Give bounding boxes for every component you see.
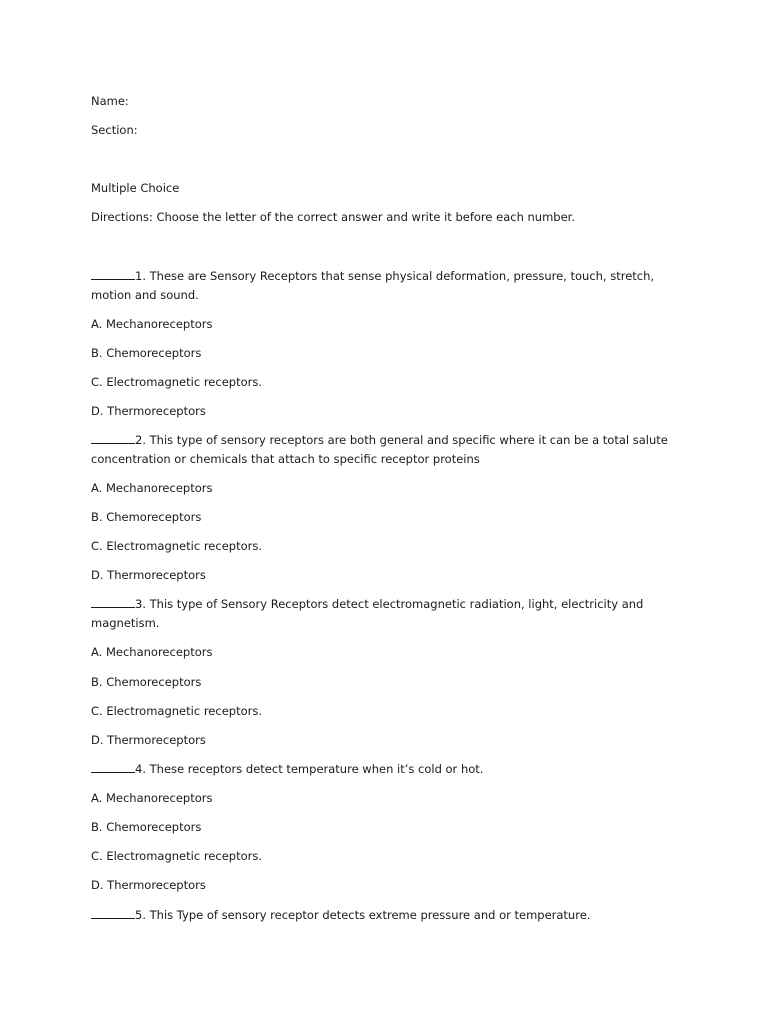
- question-3-stem: [91, 595, 681, 614]
- question-3-option-b: B. Chemoreceptors: [91, 675, 202, 689]
- question-2-stem-cont: concentration or chemicals that attach to specific receptor proteins: [91, 452, 480, 466]
- answer-blank[interactable]: [91, 267, 135, 280]
- section-label: Section:: [91, 123, 138, 137]
- question-3-option-a: A. Mechanoreceptors: [91, 645, 213, 659]
- question-1-option-b: B. Chemoreceptors: [91, 346, 202, 360]
- question-4-option-a: A. Mechanoreceptors: [91, 791, 213, 805]
- answer-blank[interactable]: [91, 431, 135, 444]
- question-4-option-c: C. Electromagnetic receptors.: [91, 849, 262, 863]
- question-1-stem-cont: motion and sound.: [91, 288, 199, 302]
- answer-blank[interactable]: [91, 760, 135, 773]
- quiz-heading: Multiple Choice: [91, 181, 180, 195]
- question-2-option-d: D. Thermoreceptors: [91, 568, 206, 582]
- question-1-stem: [91, 267, 681, 286]
- question-3-option-d: D. Thermoreceptors: [91, 733, 206, 747]
- question-4-text: 4. These receptors detect temperature when it’s cold or hot.: [135, 762, 484, 776]
- question-1-option-a: A. Mechanoreceptors: [91, 317, 213, 331]
- question-3-stem-cont: magnetism.: [91, 616, 160, 630]
- question-5-stem: [91, 906, 681, 925]
- question-1-text: 1. These are Sensory Receptors that sense physical deformation, pressure, touch, stretch,: [135, 269, 655, 283]
- answer-blank[interactable]: [91, 906, 135, 919]
- name-label: Name:: [91, 94, 129, 108]
- question-3-option-c: C. Electromagnetic receptors.: [91, 704, 262, 718]
- question-2-option-c: C. Electromagnetic receptors.: [91, 539, 262, 553]
- question-4-option-b: B. Chemoreceptors: [91, 820, 202, 834]
- question-4-option-d: D. Thermoreceptors: [91, 878, 206, 892]
- question-2-text: 2. This type of sensory receptors are both general and specific where it can be a total salute: [135, 433, 668, 447]
- question-2-stem: [91, 431, 681, 450]
- answer-blank[interactable]: [91, 595, 135, 608]
- question-3-text: 3. This type of Sensory Receptors detect electromagnetic radiation, light, electricity and: [135, 597, 644, 611]
- question-4-stem: [91, 760, 681, 779]
- question-1-option-d: D. Thermoreceptors: [91, 404, 206, 418]
- question-1-option-c: C. Electromagnetic receptors.: [91, 375, 262, 389]
- question-2-option-b: B. Chemoreceptors: [91, 510, 202, 524]
- question-5-text: 5. This Type of sensory receptor detects extreme pressure and or temperature.: [135, 908, 591, 922]
- directions-text: Directions: Choose the letter of the correct answer and write it before each number.: [91, 210, 575, 224]
- question-2-option-a: A. Mechanoreceptors: [91, 481, 213, 495]
